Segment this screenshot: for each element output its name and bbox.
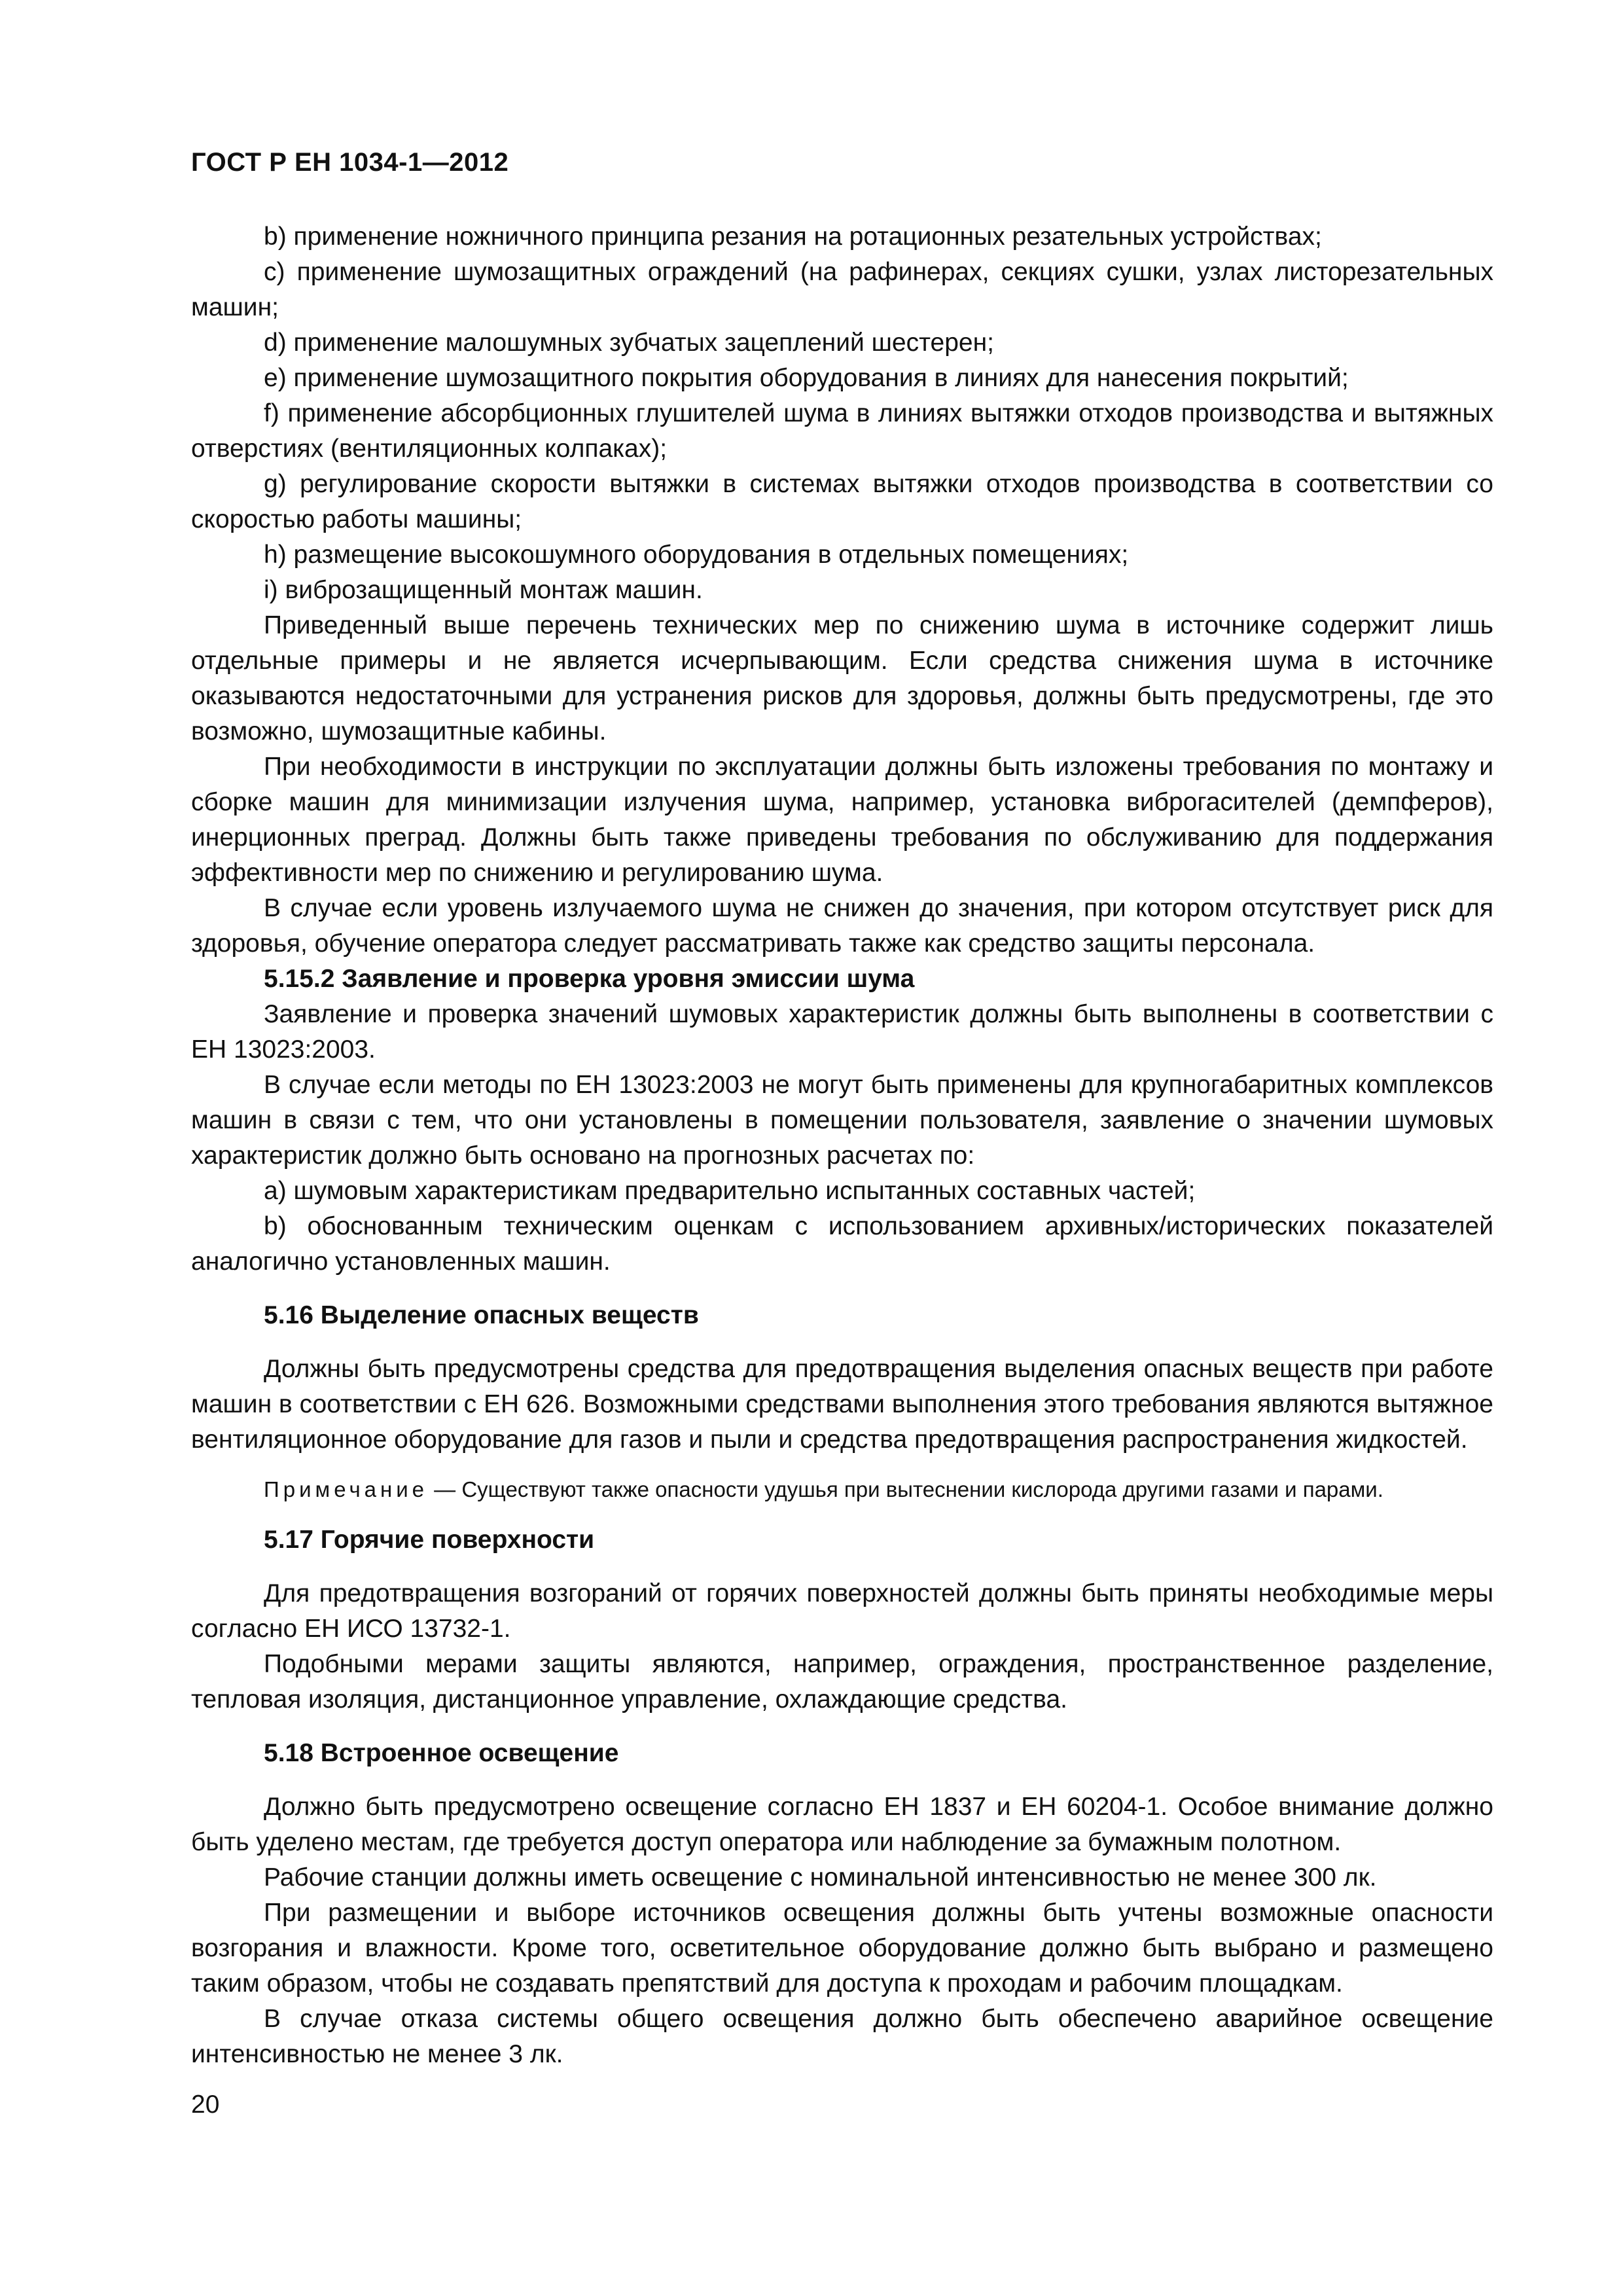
note-text: — Существуют также опасности удушья при вытеснении кислорода другими газами и парами. xyxy=(428,1477,1383,1501)
paragraph: Для предотвращения возгораний от горячих поверхностей должны быть приняты необходимые меры согласно ЕН ИСО 13732-1. xyxy=(191,1579,1493,1643)
document-header: ГОСТ Р ЕН 1034-1—2012 xyxy=(191,148,509,177)
section-heading-5-16: 5.16 Выделение опасных веществ xyxy=(264,1301,699,1329)
paragraph: a) шумовым характеристикам предварительно испытанных составных частей; xyxy=(264,1177,1196,1205)
paragraph: d) применение малошумных зубчатых зацеплений шестерен; xyxy=(264,329,994,357)
paragraph: Должны быть предусмотрены средства для предотвращения выделения опасных веществ при работе машин в соответствии с ЕН 626. Возможными средствами выполнения этого требования являются вытяжное вентиляционное оборудование для газов и пыли и средства предотвращения распространения жидкостей. xyxy=(191,1355,1493,1454)
paragraph: h) размещение высокошумного оборудования в отдельных помещениях; xyxy=(264,541,1129,569)
paragraph: b) применение ножничного принципа резания на ротационных резательных устройствах; xyxy=(264,223,1322,251)
section-heading-5-17: 5.17 Горячие поверхности xyxy=(264,1526,595,1554)
paragraph: При размещении и выборе источников освещения должны быть учтены возможные опасности возгорания и влажности. Кроме того, осветительное оборудование должно быть выбрано и размещено таким образом, чтобы не создавать препятствий для доступа к проходам и рабочим площадкам. xyxy=(191,1899,1493,1998)
paragraph: Подобными мерами защиты являются, например, ограждения, пространственное разделение, тепловая изоляция, дистанционное управление, охлаждающие средства. xyxy=(191,1650,1493,1713)
note xyxy=(191,1475,1493,1504)
paragraph: f) применение абсорбционных глушителей шума в линиях вытяжки отходов производства и вытяжных отверстиях (вентиляционных колпаках); xyxy=(191,399,1493,463)
paragraph: c) применение шумозащитных ограждений (на рафинерах, секциях сушки, узлах листорезательных машин; xyxy=(191,258,1493,321)
paragraph: b) обоснованным техническим оценкам с использованием архивных/исторических показателей аналогично установленных машин. xyxy=(191,1212,1493,1276)
paragraph: Рабочие станции должны иметь освещение с номинальной интенсивностью не менее 300 лк. xyxy=(264,1863,1377,1892)
section-heading-5-15-2: 5.15.2 Заявление и проверка уровня эмиссии шума xyxy=(264,965,915,993)
paragraph: В случае отказа системы общего освещения должно быть обеспечено аварийное освещение интенсивностью не менее 3 лк. xyxy=(191,2005,1493,2068)
paragraph: i) виброзащищенный монтаж машин. xyxy=(264,576,703,604)
note-label: Примечание xyxy=(264,1477,429,1501)
paragraph: Должно быть предусмотрено освещение согласно ЕН 1837 и ЕН 60204-1. Особое внимание должно быть уделено местам, где требуется доступ оператора или наблюдение за бумажным полотном. xyxy=(191,1793,1493,1856)
paragraph: g) регулирование скорости вытяжки в системах вытяжки отходов производства в соответствии со скоростью работы машины; xyxy=(191,470,1493,533)
paragraph: При необходимости в инструкции по эксплуатации должны быть изложены требования по монтажу и сборке машин для минимизации излучения шума, например, установка виброгасителей (демпферов), инерционных преград. Должны быть также приведены требования по обслуживанию для поддержания эффективности мер по снижению и регулированию шума. xyxy=(191,753,1493,887)
document-body xyxy=(191,219,1493,2072)
paragraph: В случае если уровень излучаемого шума не снижен до значения, при котором отсутствует риск для здоровья, обучение оператора следует рассматривать также как средство защиты персонала. xyxy=(191,894,1493,958)
paragraph: Приведенный выше перечень технических мер по снижению шума в источнике содержит лишь отдельные примеры и не является исчерпывающим. Если средства снижения шума в источнике оказываются недостаточными для устранения рисков для здоровья, должны быть предусмотрены, где это возможно, шумозащитные кабины. xyxy=(191,611,1493,745)
section-heading-5-18: 5.18 Встроенное освещение xyxy=(264,1739,619,1767)
paragraph: Заявление и проверка значений шумовых характеристик должны быть выполнены в соответствии с ЕН 13023:2003. xyxy=(191,1000,1493,1064)
paragraph: В случае если методы по ЕН 13023:2003 не могут быть применены для крупногабаритных комплексов машин в связи с тем, что они установлены в помещении пользователя, заявление о значении шумовых характеристик должно быть основано на прогнозных расчетах по: xyxy=(191,1071,1493,1170)
paragraph: e) применение шумозащитного покрытия оборудования в линиях для нанесения покрытий; xyxy=(264,364,1349,392)
page-number: 20 xyxy=(191,2090,220,2119)
